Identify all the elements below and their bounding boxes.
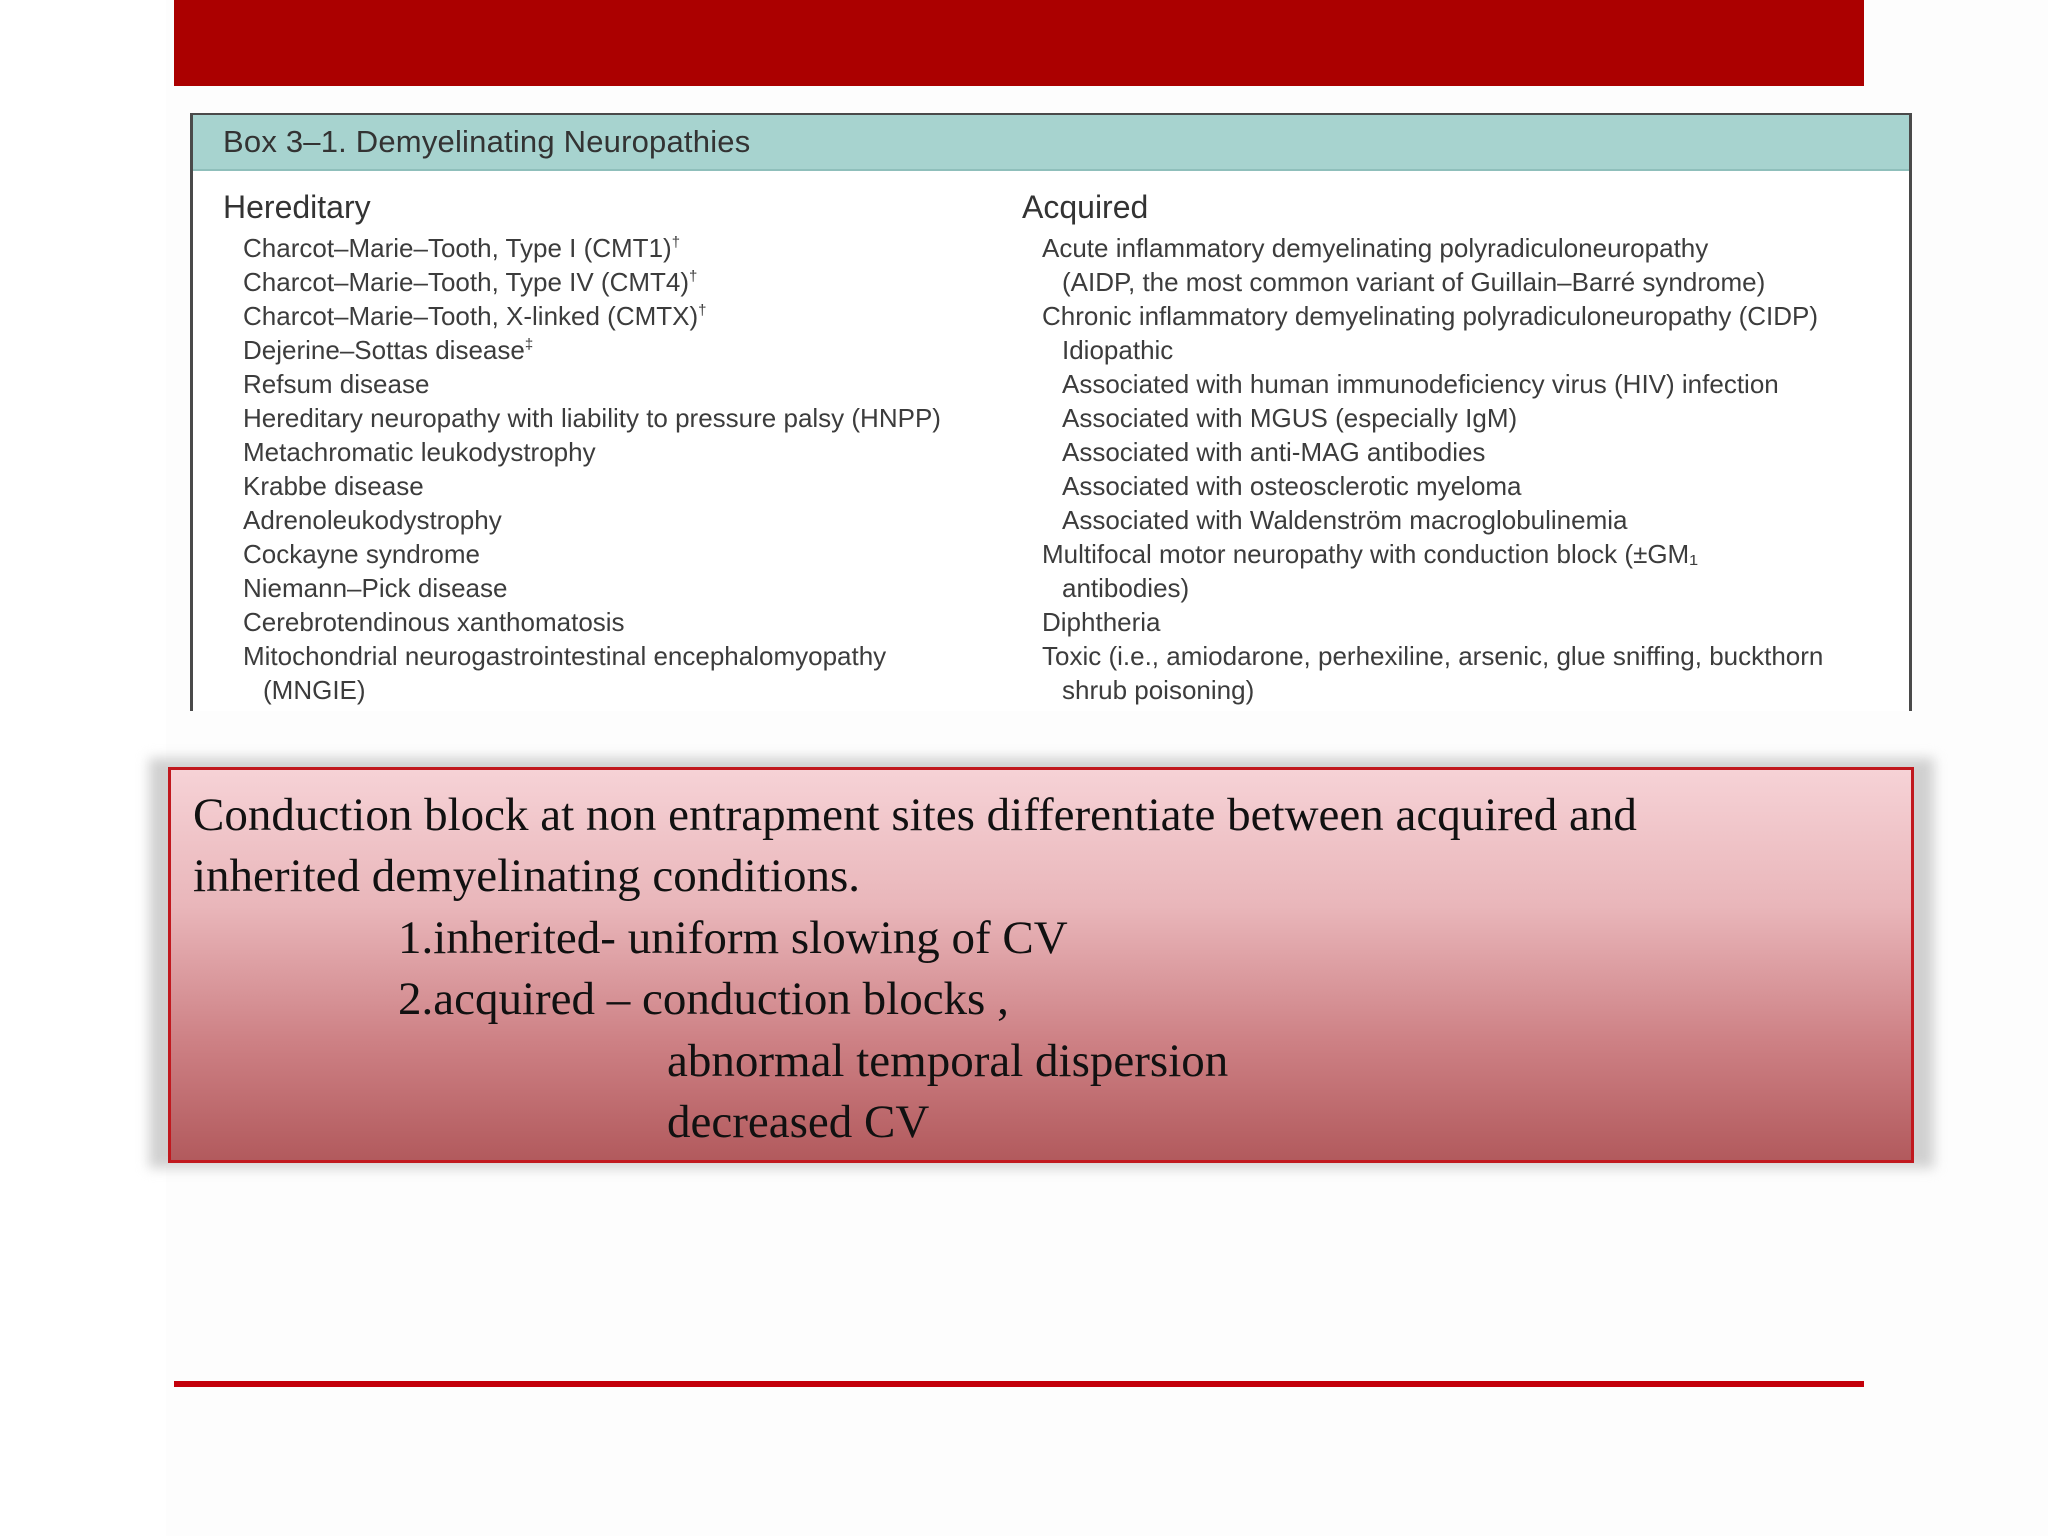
list-item-text: antibodies) [1062,573,1190,603]
box-header [193,115,1909,171]
list-item [1022,605,1902,639]
list-item-text: Niemann–Pick disease [243,573,508,603]
list-item-text: Krabbe disease [243,471,424,501]
acquired-list [1022,231,1902,707]
list-item-text: Idiopathic [1062,335,1174,365]
conduction-block-callout [168,767,1914,1163]
list-item [223,367,1003,401]
footnote-mark: † [689,268,698,285]
list-item-text: Refsum disease [243,369,430,399]
list-item-text: Associated with osteosclerotic myeloma [1062,471,1522,501]
list-item [1022,469,1902,503]
list-item-text: Toxic (i.e., amiodarone, perhexiline, arsenic, glue sniffing, buckthorn [1042,641,1824,671]
list-item-text: Chronic inflammatory demyelinating polyradiculoneuropathy (CIDP) [1042,301,1819,331]
list-item [223,401,1003,435]
top-banner [174,0,1864,86]
list-item-text: Mitochondrial neurogastrointestinal encephalomyopathy [243,641,887,671]
list-item-text: Associated with MGUS (especially IgM) [1062,403,1518,433]
list-item [223,265,1003,299]
list-item [223,571,1003,605]
list-item [223,639,1003,673]
list-item [1022,367,1902,401]
list-item [1022,435,1902,469]
list-item [223,673,1003,707]
list-item-text: Adrenoleukodystrophy [243,505,502,535]
footnote-mark: ‡ [524,336,534,353]
list-item-text: Charcot–Marie–Tooth, Type IV (CMT4) [243,267,690,297]
list-item [1022,639,1902,673]
footnote-mark: † [698,302,707,319]
list-item [223,605,1003,639]
box-title: Box 3–1. Demyelinating Neuropathies [223,124,751,159]
callout-line-2: inherited demyelinating conditions. [193,850,860,902]
list-item-text: shrub poisoning) [1062,675,1255,705]
list-item-text: Dejerine–Sottas disease [243,335,525,365]
list-item [1022,401,1902,435]
hereditary-column [223,185,1003,707]
list-item [1022,231,1902,265]
hereditary-list [223,231,1003,707]
list-item [223,231,1003,265]
list-item-text: Associated with human immunodeficiency virus (HIV) infection [1062,369,1779,399]
hereditary-heading: Hereditary [223,189,371,225]
callout-line-dispersion: abnormal temporal dispersion [667,1035,1229,1087]
list-item-text: Associated with Waldenström macroglobulinemia [1062,505,1628,535]
list-item [1022,537,1902,571]
list-item-text: Multifocal motor neuropathy with conduction block (±GM₁ [1042,539,1698,569]
list-item [1022,333,1902,367]
callout-line-1: Conduction block at non entrapment sites differentiate between acquired and [193,789,1637,841]
list-item [223,469,1003,503]
acquired-column [1022,185,1902,707]
list-item-text: (MNGIE) [263,675,366,705]
callout-line-decreased-cv: decreased CV [667,1096,930,1148]
list-item-text: Diphtheria [1042,607,1161,637]
demyelinating-neuropathies-box [190,113,1912,711]
list-item-text: Metachromatic leukodystrophy [243,437,596,467]
footnote-mark: † [671,234,681,251]
list-item-text: Cerebrotendinous xanthomatosis [243,607,625,637]
list-item [223,435,1003,469]
list-item-text: Charcot–Marie–Tooth, Type I (CMT1) [243,233,672,263]
bottom-rule [174,1381,1864,1387]
list-item [223,299,1003,333]
list-item-text: Hereditary neuropathy with liability to pressure palsy (HNPP) [243,403,941,433]
list-item [223,333,1003,367]
list-item [1022,571,1902,605]
callout-line-inherited: 1.inherited- uniform slowing of CV [398,912,1068,964]
list-item-text: Acute inflammatory demyelinating polyradiculoneuropathy [1042,233,1709,263]
list-item [1022,265,1902,299]
list-item [1022,673,1902,707]
acquired-heading: Acquired [1022,189,1149,225]
list-item-text: (AIDP, the most common variant of Guillain–Barré syndrome) [1062,267,1766,297]
list-item [223,503,1003,537]
list-item-text: Charcot–Marie–Tooth, X-linked (CMTX) [243,301,699,331]
list-item [1022,299,1902,333]
list-item [223,537,1003,571]
list-item-text: Cockayne syndrome [243,539,480,569]
list-item-text: Associated with anti-MAG antibodies [1062,437,1486,467]
list-item [1022,503,1902,537]
callout-line-acquired: 2.acquired – conduction blocks , [398,973,1009,1025]
